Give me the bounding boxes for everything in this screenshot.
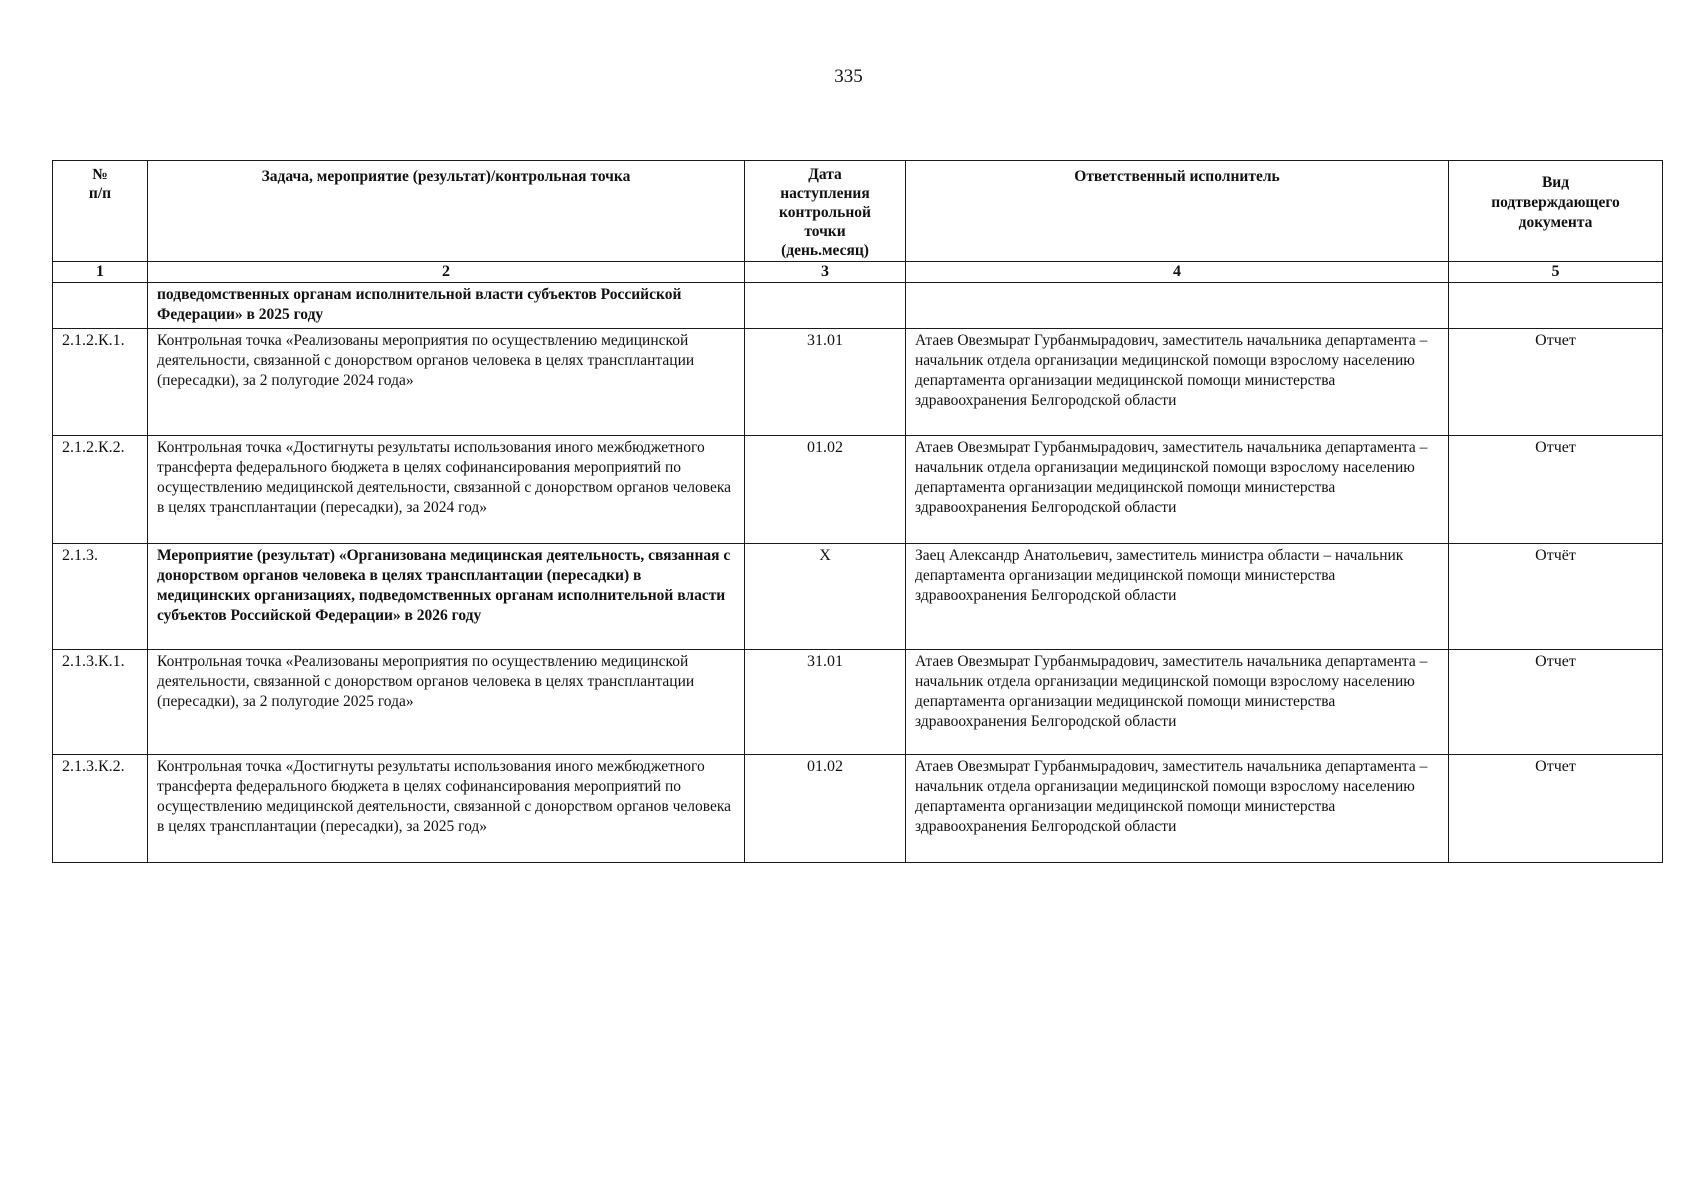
row-number <box>53 283 148 329</box>
row-number: 2.1.3. <box>53 544 148 650</box>
row-number: 2.1.2.К.2. <box>53 436 148 544</box>
row-task: Контрольная точка «Достигнуты результаты использования иного межбюджетного трансферта федерального бюджета в целях софинансирования мероприятий по осуществлению медицинской деятельности, связанной с донорством органов человека в целях трансплантации (пересадки), за 2024 год» <box>148 436 745 544</box>
column-numbers-row <box>53 262 1663 283</box>
row-date: 31.01 <box>745 650 906 755</box>
row-task: Контрольная точка «Реализованы мероприятия по осуществлению медицинской деятельности, связанной с донорством органов человека в целях трансплантации (пересадки), за 2 полугодие 2024 года» <box>148 329 745 436</box>
row-document: Отчет <box>1449 755 1663 863</box>
row-document: Отчет <box>1449 329 1663 436</box>
table-row <box>53 544 1663 650</box>
row-date: 31.01 <box>745 329 906 436</box>
table-row <box>53 650 1663 755</box>
row-responsible <box>906 283 1449 329</box>
row-task: Мероприятие (результат) «Организована медицинская деятельность, связанная с донорством органов человека в целях трансплантации (пересадки) в медицинских организациях, подведомственных органам исполнительной власти субъектов Российской Федерации» в 2026 году <box>148 544 745 650</box>
row-number: 2.1.2.К.1. <box>53 329 148 436</box>
header-responsible: Ответственный исполнитель <box>906 161 1449 262</box>
row-task: Контрольная точка «Достигнуты результаты использования иного межбюджетного трансферта федерального бюджета в целях софинансирования мероприятий по осуществлению медицинской деятельности, связанной с донорством органов человека в целях трансплантации (пересадки), за 2025 год» <box>148 755 745 863</box>
row-responsible: Атаев Овезмырат Гурбанмырадович, заместитель начальника департамента – начальник отдела организации медицинской помощи взрослому населению департамента организации медицинской помощи министерства здравоохранения Белгородской области <box>906 755 1449 863</box>
row-responsible: Атаев Овезмырат Гурбанмырадович, заместитель начальника департамента – начальник отдела организации медицинской помощи взрослому населению департамента организации медицинской помощи министерства здравоохранения Белгородской области <box>906 436 1449 544</box>
row-task: Контрольная точка «Реализованы мероприятия по осуществлению медицинской деятельности, связанной с донорством органов человека в целях трансплантации (пересадки), за 2 полугодие 2025 года» <box>148 650 745 755</box>
row-task: подведомственных органам исполнительной власти субъектов Российской Федерации» в 2025 году <box>148 283 745 329</box>
row-document: Отчет <box>1449 436 1663 544</box>
page-number: 335 <box>834 66 863 87</box>
control-points-table <box>52 160 1663 863</box>
row-date <box>745 283 906 329</box>
header-row <box>53 161 1663 262</box>
row-date: Х <box>745 544 906 650</box>
row-number: 2.1.3.К.1. <box>53 650 148 755</box>
row-responsible: Атаев Овезмырат Гурбанмырадович, заместитель начальника департамента – начальник отдела организации медицинской помощи взрослому населению департамента организации медицинской помощи министерства здравоохранения Белгородской области <box>906 650 1449 755</box>
table-row <box>53 329 1663 436</box>
table-header <box>53 161 1663 283</box>
row-document: Отчет <box>1449 650 1663 755</box>
row-responsible: Атаев Овезмырат Гурбанмырадович, заместитель начальника департамента – начальник отдела организации медицинской помощи взрослому населению департамента организации медицинской помощи министерства здравоохранения Белгородской области <box>906 329 1449 436</box>
row-date: 01.02 <box>745 436 906 544</box>
row-document <box>1449 283 1663 329</box>
column-number: 4 <box>906 262 1449 283</box>
header-date: Дата наступления контрольной точки (день.месяц) <box>745 161 906 262</box>
table-row <box>53 755 1663 863</box>
header-task: Задача, мероприятие (результат)/контрольная точка <box>148 161 745 262</box>
table-row <box>53 436 1663 544</box>
column-number: 5 <box>1449 262 1663 283</box>
header-document: Вид подтверждающего документа <box>1449 161 1663 262</box>
row-number: 2.1.3.К.2. <box>53 755 148 863</box>
column-number: 2 <box>148 262 745 283</box>
column-number: 1 <box>53 262 148 283</box>
row-responsible: Заец Александр Анатольевич, заместитель министра области – начальник департамента организации медицинской помощи министерства здравоохранения Белгородской области <box>906 544 1449 650</box>
table-row <box>53 283 1663 329</box>
row-date: 01.02 <box>745 755 906 863</box>
table-body <box>53 283 1663 863</box>
row-document: Отчёт <box>1449 544 1663 650</box>
column-number: 3 <box>745 262 906 283</box>
header-number: № п/п <box>53 161 148 262</box>
